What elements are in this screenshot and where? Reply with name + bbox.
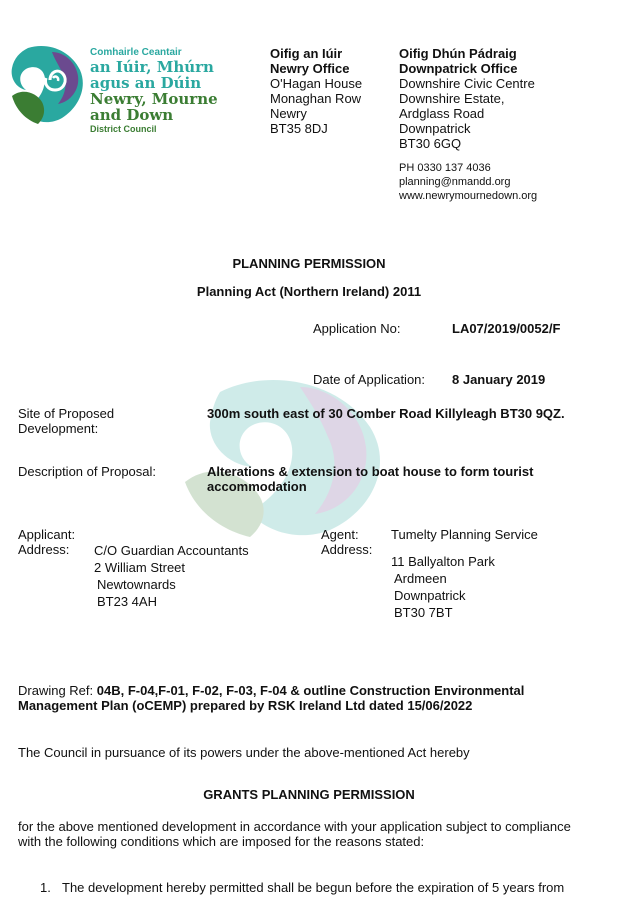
agent-label: Agent: [321, 527, 359, 542]
contact-email[interactable]: planning@nmandd.org [399, 176, 511, 188]
drawing-ref-value-line1: 04B, F-04,F-01, F-02, F-03, F-04 & outline Construction Environmental [96, 683, 525, 698]
site-label-line2: Development: [18, 421, 99, 436]
page-title: PLANNING PERMISSION [232, 256, 386, 271]
council-logo-text [90, 47, 218, 135]
downpatrick-address-line: Downshire Estate, [399, 91, 505, 106]
logo-line2a: an Iúir, Mhúrn [90, 58, 214, 76]
newry-office-block [270, 46, 362, 136]
description-value-line1: Alterations & extension to boat house to form tourist [207, 464, 534, 479]
downpatrick-address-line: Ardglass Road [399, 106, 485, 121]
newry-address-line: Monaghan Row [270, 91, 362, 106]
contact-block [399, 161, 537, 203]
applicant-address-line: 2 William Street [94, 560, 186, 575]
logo-line1: Comhairle Ceantair [90, 47, 182, 58]
agent-address-line: BT30 7BT [394, 605, 453, 620]
date-of-application-value: 8 January 2019 [452, 372, 546, 387]
agent-address-line: Downpatrick [394, 588, 466, 603]
agent-name: Tumelty Planning Service [391, 527, 538, 542]
council-statement: The Council in pursuance of its powers under the above-mentioned Act hereby [18, 745, 470, 760]
condition-number: 1. [40, 880, 51, 895]
drawing-ref [18, 683, 524, 713]
application-no-label: Application No: [313, 321, 401, 336]
council-logo-icon [8, 44, 88, 126]
date-of-application-label: Date of Application: [313, 372, 426, 387]
description-value [207, 464, 533, 494]
description-label: Description of Proposal: [18, 464, 157, 479]
applicant-address [94, 542, 249, 610]
drawing-ref-value-line2: Management Plan (oCEMP) prepared by RSK Ireland Ltd dated 15/06/2022 [18, 698, 473, 713]
site-label-line1: Site of Proposed [18, 406, 115, 421]
condition-text: The development hereby permitted shall be begun before the expiration of 5 years from [62, 880, 565, 895]
applicant-address-label: Address: [18, 542, 70, 557]
agent-address-line: Ardmeen [394, 571, 447, 586]
downpatrick-office-block [399, 46, 535, 151]
condition-item [40, 880, 564, 895]
site-value: 300m south east of 30 Comber Road Killyleagh BT30 9QZ. [207, 406, 565, 421]
applicant-address-line: BT23 4AH [97, 594, 157, 609]
newry-office-irish: Oifig an Iúir [270, 46, 343, 61]
for-text-line2: with the following conditions which are imposed for the reasons stated: [18, 834, 425, 849]
newry-office-name: Newry Office [270, 61, 350, 76]
downpatrick-address-line: BT30 6GQ [399, 136, 462, 151]
drawing-ref-label: Drawing Ref: [18, 683, 94, 698]
newry-address-line: O'Hagan House [270, 76, 363, 91]
logo-line3b: and Down [90, 106, 174, 124]
applicant-label: Applicant: [18, 527, 76, 542]
logo-line2b: agus an Dúin [90, 74, 202, 92]
applicant-address-line: C/O Guardian Accountants [94, 543, 249, 558]
logo-line3a: Newry, Mourne [90, 90, 218, 108]
downpatrick-office-name: Downpatrick Office [399, 61, 518, 76]
contact-web[interactable]: www.newrymournedown.org [399, 190, 538, 202]
agent-address-line: 11 Ballyalton Park [391, 554, 495, 569]
description-value-line2: accommodation [207, 479, 307, 494]
application-no-value: LA07/2019/0052/F [452, 321, 561, 336]
agent-address [391, 553, 495, 621]
for-text [18, 819, 571, 849]
downpatrick-address-line: Downshire Civic Centre [399, 76, 535, 91]
act-title: Planning Act (Northern Ireland) 2011 [196, 284, 422, 299]
watermark-logo-icon [180, 372, 400, 537]
grants-heading: GRANTS PLANNING PERMISSION [203, 787, 415, 802]
agent-address-label: Address: [321, 542, 373, 557]
logo-line4: District Council [90, 124, 157, 134]
site-label [18, 406, 114, 436]
downpatrick-office-irish: Oifig Dhún Pádraig [399, 46, 517, 61]
newry-address-line: Newry [270, 106, 307, 121]
contact-phone: PH 0330 137 4036 [399, 162, 491, 174]
downpatrick-address-line: Downpatrick [399, 121, 471, 136]
applicant-address-line: Newtownards [97, 577, 176, 592]
for-text-line1: for the above mentioned development in accordance with your application subject to compliance [18, 819, 571, 834]
newry-address-line: BT35 8DJ [270, 121, 328, 136]
